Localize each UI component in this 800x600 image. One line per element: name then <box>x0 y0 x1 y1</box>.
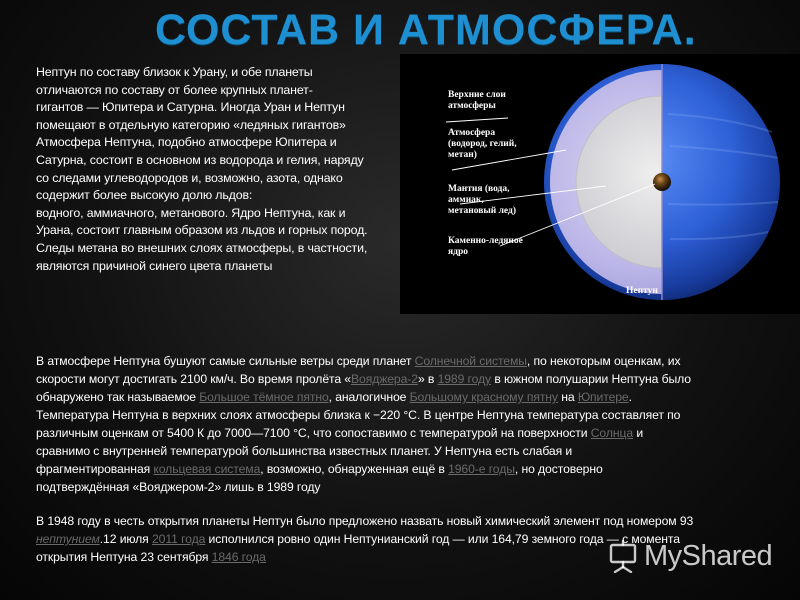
intro-line: гигантов — Юпитера и Сатурна. Иногда Уран и Нептун <box>36 100 345 115</box>
link-voyager-2[interactable]: Вояджера-2 <box>350 372 418 386</box>
link-great-dark-spot[interactable]: Большое тёмное пятно <box>199 390 329 404</box>
paragraph-line: подтверждённая «Вояджером-2» лишь в 1989 году <box>36 480 321 494</box>
paragraph-line: фрагментированная кольцевая система, возможно, обнаруженная ещё в 1960-е годы, но достоверно <box>36 462 603 476</box>
intro-line: со следами углеводородов и, возможно, азота, однако <box>36 170 343 185</box>
paragraph-line: открытия Нептуна 23 сентября 1846 года <box>36 550 266 564</box>
watermark-text: MyShared <box>644 539 773 572</box>
intro-line: помещают в отдельную категорию «ледяных гигантов» <box>36 117 346 132</box>
paragraph-line: Температура Нептуна в верхних слоях атмосферы близка к −220 °C. В центре Нептуна температура составляет по <box>36 408 681 422</box>
intro-line: Следы метана во внешних слоях атмосферы, в частности, <box>36 240 368 255</box>
paragraph-line: В атмосфере Нептуна бушуют самые сильные ветры среди планет Солнечной системы, по некоторым оценкам, их <box>36 354 681 368</box>
paragraph-line: различным оценкам от 5400 К до 7000—7100 °C, что сопоставимо с температурой на поверхности Солнца и <box>36 426 644 440</box>
intro-line: Сатурна, состоит в основном из водорода и гелия, наряду <box>36 152 364 167</box>
slide-title: СОСТАВ И АТМОСФЕРА. <box>155 6 697 54</box>
paragraph-line: скорости могут достигать 2100 км/ч. Во время пролёта «Вояджера-2» в 1989 году в южном полушарии Нептуна было <box>36 372 691 386</box>
link-jupiter[interactable]: Юпитере <box>577 390 629 404</box>
label-planet-name: Нептун <box>626 286 658 296</box>
label-upper-atmosphere: Верхние слои атмосферы <box>448 90 506 111</box>
link-1960s[interactable]: 1960-е годы <box>448 462 515 476</box>
link-ring-system[interactable]: кольцевая система <box>153 462 261 476</box>
paragraph-line: сравнимо с внутренней температурой большинства известных планет. У Нептуна есть слабая и <box>36 444 573 458</box>
intro-text <box>36 64 396 275</box>
neptune-structure-diagram <box>400 54 800 314</box>
label-atmosphere: Атмосфера (водород, гелий, метан) <box>448 128 517 160</box>
link-sun[interactable]: Солнца <box>590 426 634 440</box>
link-2011-year[interactable]: 2011 года <box>151 532 206 546</box>
myshared-watermark <box>608 536 772 576</box>
intro-line: Атмосфера Нептуна, подобно атмосфере Юпитера и <box>36 135 337 150</box>
intro-line: Нептун по составу близок к Урану, и обе планеты <box>36 65 313 79</box>
intro-line: содержит более высокую долю льдов: <box>36 188 253 203</box>
paragraph-line: нептунием.12 июля 2011 года исполнился ровно один Нептунианский год — или 164,79 земного года — с момента <box>36 532 680 546</box>
presentation-board-icon <box>608 539 638 573</box>
label-core: Каменно-ледяное ядро <box>448 236 523 257</box>
paragraph-line: В 1948 году в честь открытия планеты Нептун было предложено назвать новый химический элемент под номером 93 <box>36 514 694 528</box>
intro-line: Урана, состоит главным образом из льдов и горных пород. <box>36 223 368 238</box>
intro-line: отличаются по составу от более крупных планет- <box>36 82 313 97</box>
link-great-red-spot[interactable]: Большому красному пятну <box>409 390 558 404</box>
link-1846-year[interactable]: 1846 года <box>211 550 266 564</box>
paragraph-line: обнаружено так называемое Большое тёмное пятно, аналогичное Большому красному пятну на Юпитере. <box>36 390 632 404</box>
intro-line: являются причиной синего цвета планеты <box>36 258 273 273</box>
link-neptunium[interactable]: нептунием <box>36 532 100 546</box>
intro-line: водного, аммиачного, метанового. Ядро Нептуна, как и <box>36 205 346 220</box>
link-solar-system[interactable]: Солнечной системы <box>414 354 527 368</box>
winds-temperature-paragraph <box>36 352 776 496</box>
label-mantle: Мантия (вода, аммиак, метановый лед) <box>448 184 516 216</box>
link-1989-year[interactable]: 1989 году <box>437 372 492 386</box>
